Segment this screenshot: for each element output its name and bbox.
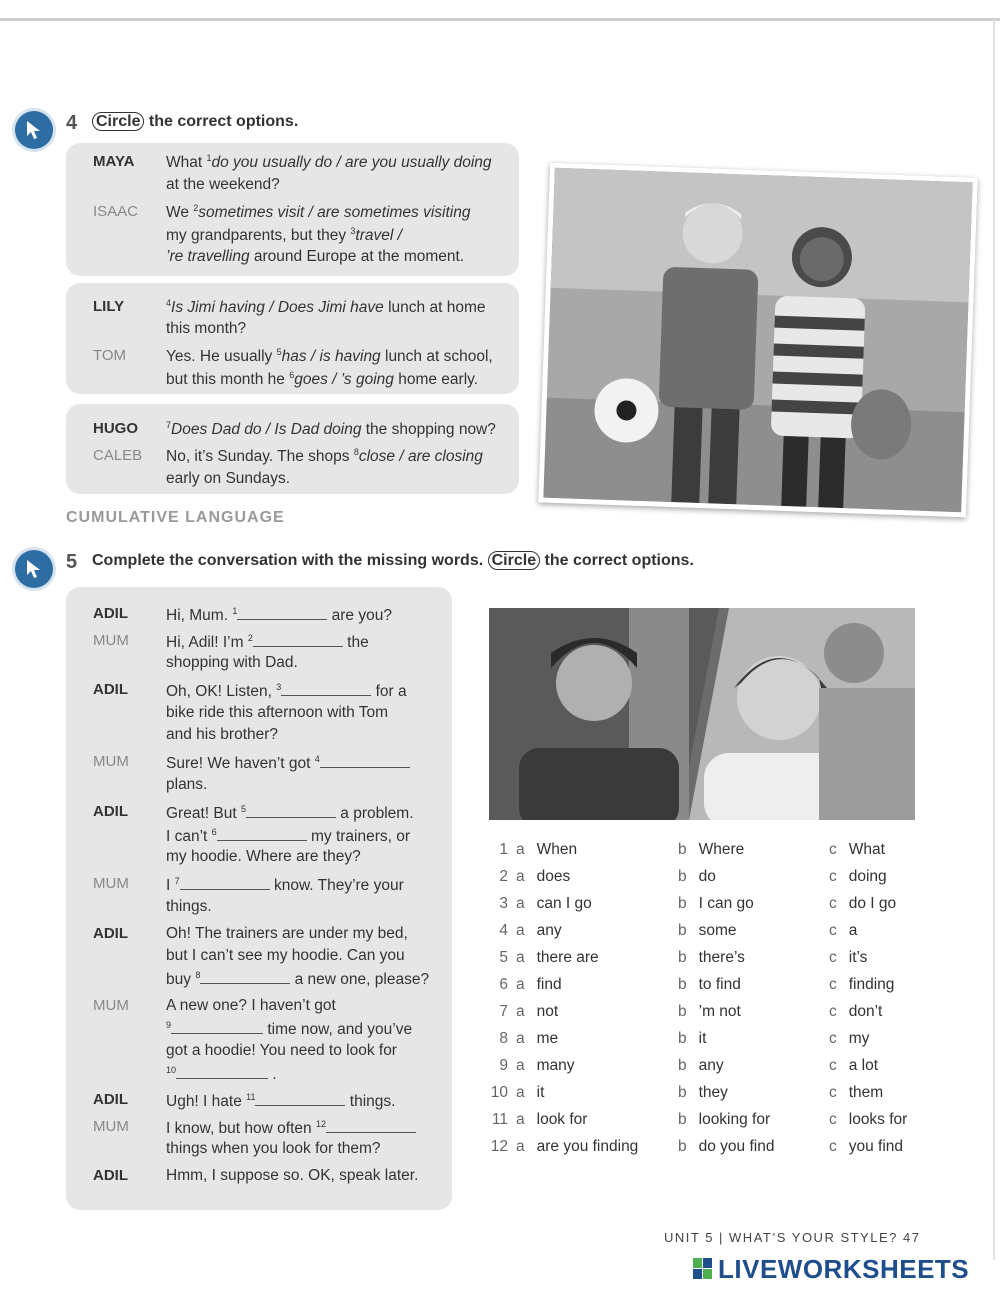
dialogue-line: at the weekend?	[166, 176, 280, 193]
option-letter: a	[516, 922, 525, 939]
option-4c[interactable]	[829, 922, 857, 940]
conversation-line: Hi, Adil! I’m $^2$ the	[166, 632, 369, 651]
option-2b[interactable]	[678, 868, 716, 886]
dialogue-line: $^7$Does Dad do / Is Dad doing the shopping now?	[166, 420, 496, 439]
option-number: 8	[499, 1030, 508, 1047]
dialogue-line: We $^2$sometimes visit / are sometimes visiting	[166, 203, 471, 222]
option-letter: c	[829, 1003, 837, 1020]
option-9b[interactable]	[678, 1057, 724, 1075]
circle-word: Circle	[92, 112, 144, 131]
option-text[interactable]: can I go	[536, 895, 592, 912]
option-text[interactable]: look for	[536, 1111, 588, 1128]
cursor-badge-icon[interactable]	[15, 550, 53, 588]
exercise-4-number: 4	[66, 112, 78, 134]
option-5c[interactable]	[829, 949, 867, 967]
option-3c[interactable]	[829, 895, 896, 913]
photo-teens-walking	[538, 163, 978, 518]
option-text[interactable]: find	[536, 976, 562, 993]
conversation-line: got a hoodie! You need to look for	[166, 1042, 397, 1059]
option-text[interactable]: any	[698, 1057, 724, 1074]
conversation-line: but I can’t see my hoodie. Can you	[166, 947, 405, 964]
right-border	[993, 20, 995, 1260]
option-text[interactable]: do I go	[848, 895, 897, 912]
option-text[interactable]: does	[536, 868, 571, 885]
option-10b[interactable]	[678, 1084, 728, 1102]
exercise-5-number: 5	[66, 551, 78, 573]
option-8b[interactable]	[678, 1030, 706, 1048]
option-text[interactable]: looking for	[698, 1111, 771, 1128]
option-number: 12	[490, 1138, 508, 1155]
option-letter: a	[516, 1030, 525, 1047]
option-number: 3	[499, 895, 508, 912]
option-letter: b	[678, 1138, 687, 1155]
conversation-line: Ugh! I hate $^{11}$ things.	[166, 1091, 396, 1110]
option-text[interactable]: there’s	[698, 949, 745, 966]
conversation-line: $^9$ time now, and you’ve	[166, 1019, 413, 1038]
blank-5[interactable]	[246, 803, 336, 818]
blank-8[interactable]	[200, 969, 290, 984]
conversation-line: buy $^8$ a new one, please?	[166, 969, 430, 988]
option-1b[interactable]	[678, 841, 744, 859]
option-11a[interactable]	[486, 1111, 587, 1129]
option-letter: b	[678, 841, 687, 858]
conversation-line: things when you look for them?	[166, 1140, 381, 1157]
conversation-line: Hmm, I suppose so. OK, speak later.	[166, 1167, 419, 1184]
speaker-isaac: ISAAC	[93, 203, 139, 220]
blank-12[interactable]	[326, 1118, 416, 1133]
option-letter: b	[678, 1084, 687, 1101]
option-number: 2	[499, 868, 508, 885]
option-3b[interactable]	[678, 895, 754, 913]
option-number: 6	[499, 976, 508, 993]
option-letter: b	[678, 1030, 687, 1047]
option-text[interactable]: finding	[848, 976, 895, 993]
option-12b[interactable]	[678, 1138, 774, 1156]
speaker-caleb: CALEB	[93, 447, 143, 464]
dialogue-line: $^4$Is Jimi having / Does Jimi have lunch at home	[166, 298, 486, 317]
conversation-line: and his brother?	[166, 726, 279, 743]
speaker-tom: TOM	[93, 347, 127, 364]
speaker-hugo: HUGO	[93, 420, 138, 437]
dialogue-line: What $^1$do you usually do / are you usually doing	[166, 153, 492, 172]
option-text[interactable]: me	[536, 1030, 559, 1047]
option-letter: a	[516, 1084, 525, 1101]
option-6b[interactable]	[678, 976, 741, 994]
option-text[interactable]: looks for	[848, 1111, 908, 1128]
option-11c[interactable]	[829, 1111, 907, 1129]
exercise-5-instruction	[92, 552, 694, 570]
option-text[interactable]: do	[698, 868, 716, 885]
blank-3[interactable]	[281, 681, 371, 696]
conversation-line: A new one? I haven’t got	[166, 997, 336, 1014]
option-text[interactable]: doing	[848, 868, 887, 885]
option-12c[interactable]	[829, 1138, 903, 1156]
option-7a[interactable]	[486, 1003, 558, 1021]
option-5b[interactable]	[678, 949, 745, 967]
conversation-line: Great! But $^5$ a problem.	[166, 803, 414, 822]
cursor-badge-icon[interactable]	[15, 111, 53, 149]
option-text[interactable]: it	[536, 1084, 545, 1101]
option-text[interactable]: don’t	[848, 1003, 883, 1020]
option-letter: c	[829, 1057, 837, 1074]
option-letter: a	[516, 976, 525, 993]
option-6c[interactable]	[829, 976, 894, 994]
option-letter: c	[829, 868, 837, 885]
option-number: 1	[499, 841, 508, 858]
option-5a[interactable]	[486, 949, 599, 967]
option-letter: b	[678, 922, 687, 939]
conversation-line: Sure! We haven’t got $^4$	[166, 753, 410, 773]
option-letter: c	[829, 895, 837, 912]
option-text[interactable]: it’s	[848, 949, 868, 966]
option-letter: c	[829, 1084, 837, 1101]
conversation-line: shopping with Dad.	[166, 654, 298, 671]
liveworksheets-logo-icon	[693, 1258, 713, 1280]
option-text[interactable]: are you finding	[536, 1138, 639, 1155]
option-letter: b	[678, 1111, 687, 1128]
page-footer: UNIT 5 | WHAT’S YOUR STYLE? 47	[664, 1230, 921, 1245]
dialogue-line: but this month he $^6$goes / ’s going home early.	[166, 370, 479, 389]
conversation-line: my hoodie. Where are they?	[166, 848, 361, 865]
option-text[interactable]: you find	[848, 1138, 904, 1155]
dialogue-line: ’re travelling around Europe at the moment.	[166, 248, 465, 265]
conversation-line: Hi, Mum. $^1$ are you?	[166, 605, 392, 624]
option-letter: b	[678, 895, 687, 912]
conversation-line: I know, but how often $^{12}$	[166, 1118, 416, 1138]
option-text[interactable]: I can go	[698, 895, 754, 912]
speaker-adil: ADIL	[93, 681, 128, 698]
option-letter: b	[678, 868, 687, 885]
conversation-line: bike ride this afternoon with Tom	[166, 704, 388, 721]
option-9a[interactable]	[486, 1057, 575, 1075]
option-4b[interactable]	[678, 922, 737, 940]
blank-2[interactable]	[253, 632, 343, 647]
option-number: 11	[491, 1111, 508, 1128]
option-letter: a	[516, 895, 525, 912]
option-letter: c	[829, 949, 837, 966]
speaker-mum: MUM	[93, 997, 129, 1014]
option-4a[interactable]	[486, 922, 562, 940]
conversation-line: $^{10}$ .	[166, 1064, 277, 1083]
exercise-4-instruction	[92, 113, 298, 131]
speaker-adil: ADIL	[93, 803, 128, 820]
option-text[interactable]: it	[698, 1030, 707, 1047]
speaker-adil: ADIL	[93, 1091, 128, 1108]
option-text[interactable]: What	[848, 841, 885, 858]
option-text[interactable]: some	[698, 922, 737, 939]
speaker-adil: ADIL	[93, 925, 128, 942]
top-border	[0, 18, 1000, 21]
option-text[interactable]: there are	[536, 949, 599, 966]
speaker-mum: MUM	[93, 632, 129, 649]
option-text[interactable]: a	[848, 922, 858, 939]
speaker-adil: ADIL	[93, 1167, 128, 1184]
option-letter: b	[678, 1003, 687, 1020]
option-letter: a	[516, 868, 525, 885]
blank-10[interactable]	[176, 1064, 268, 1079]
option-10a[interactable]	[486, 1084, 544, 1102]
conversation-line: I can’t $^6$ my trainers, or	[166, 826, 411, 845]
option-number: 4	[499, 922, 508, 939]
option-9c[interactable]	[829, 1057, 878, 1075]
option-letter: a	[516, 1111, 525, 1128]
dialogue-line: this month?	[166, 320, 247, 337]
dialogue-line: my grandparents, but they $^3$travel /	[166, 226, 402, 245]
option-letter: a	[516, 841, 525, 858]
speaker-mum: MUM	[93, 875, 129, 892]
option-letter: c	[829, 922, 837, 939]
blank-7[interactable]	[180, 875, 270, 890]
option-text[interactable]: ’m not	[698, 1003, 741, 1020]
option-text[interactable]: they	[698, 1084, 728, 1101]
option-letter: a	[516, 1138, 525, 1155]
dialogue-line: No, it’s Sunday. The shops $^8$close / are closing	[166, 447, 483, 466]
option-number: 7	[499, 1003, 508, 1020]
blank-11[interactable]	[255, 1091, 345, 1106]
option-number: 9	[499, 1057, 508, 1074]
photo-phone-call	[489, 608, 915, 820]
speaker-lily: LILY	[93, 298, 125, 315]
option-10c[interactable]	[829, 1084, 883, 1102]
option-text[interactable]: many	[536, 1057, 575, 1074]
option-text[interactable]: Where	[698, 841, 745, 858]
conversation-line: Oh, OK! Listen, $^3$ for a	[166, 681, 407, 700]
option-text[interactable]: to find	[698, 976, 741, 993]
conversation-line: things.	[166, 898, 212, 915]
blank-6[interactable]	[217, 826, 307, 841]
option-1c[interactable]	[829, 841, 885, 859]
option-3a[interactable]	[486, 895, 592, 913]
blank-9[interactable]	[171, 1019, 263, 1034]
option-letter: b	[678, 1057, 687, 1074]
option-text[interactable]: them	[848, 1084, 884, 1101]
conversation-line: I $^7$ know. They’re your	[166, 875, 404, 894]
option-number: 10	[490, 1084, 508, 1101]
blank-4[interactable]	[320, 753, 410, 768]
dialogue-line: Yes. He usually $^5$has / is having lunch at school,	[166, 347, 493, 366]
blank-1[interactable]	[237, 605, 327, 620]
option-6a[interactable]	[486, 976, 562, 994]
option-letter: c	[829, 1030, 837, 1047]
conversation-line: Oh! The trainers are under my bed,	[166, 925, 408, 942]
option-letter: a	[516, 949, 525, 966]
option-text[interactable]: any	[536, 922, 562, 939]
option-11b[interactable]	[678, 1111, 770, 1129]
option-7c[interactable]	[829, 1003, 882, 1021]
circle-word: Circle	[488, 551, 540, 570]
section-heading: CUMULATIVE LANGUAGE	[66, 509, 285, 526]
option-letter: c	[829, 841, 837, 858]
option-text[interactable]: do you find	[698, 1138, 775, 1155]
option-7b[interactable]	[678, 1003, 741, 1021]
dialogue-line: early on Sundays.	[166, 470, 291, 487]
speaker-mum: MUM	[93, 753, 129, 770]
instruction-part-a: Complete the conversation with the missing words.	[92, 552, 488, 569]
option-2c[interactable]	[829, 868, 887, 886]
option-letter: a	[516, 1057, 525, 1074]
option-8c[interactable]	[829, 1030, 869, 1048]
option-8a[interactable]	[486, 1030, 558, 1048]
option-letter: b	[678, 976, 687, 993]
speaker-adil: ADIL	[93, 605, 128, 622]
option-2a[interactable]	[486, 868, 570, 886]
liveworksheets-brand[interactable]: LIVEWORKSHEETS	[718, 1254, 970, 1284]
instruction-part-b: the correct options.	[540, 552, 694, 569]
option-text[interactable]: When	[536, 841, 578, 858]
option-letter: c	[829, 976, 837, 993]
option-letter: a	[516, 1003, 525, 1020]
speaker-mum: MUM	[93, 1118, 129, 1135]
option-12a[interactable]	[486, 1138, 638, 1156]
conversation-line: plans.	[166, 776, 208, 793]
option-text[interactable]: a lot	[848, 1057, 879, 1074]
option-letter: b	[678, 949, 687, 966]
option-letter: c	[829, 1111, 837, 1128]
speaker-maya: MAYA	[93, 153, 135, 170]
option-letter: c	[829, 1138, 837, 1155]
option-text[interactable]: my	[848, 1030, 870, 1047]
option-number: 5	[499, 949, 508, 966]
option-1a[interactable]	[486, 841, 577, 859]
option-text[interactable]: not	[536, 1003, 559, 1020]
instruction-rest: the correct options.	[144, 113, 299, 130]
